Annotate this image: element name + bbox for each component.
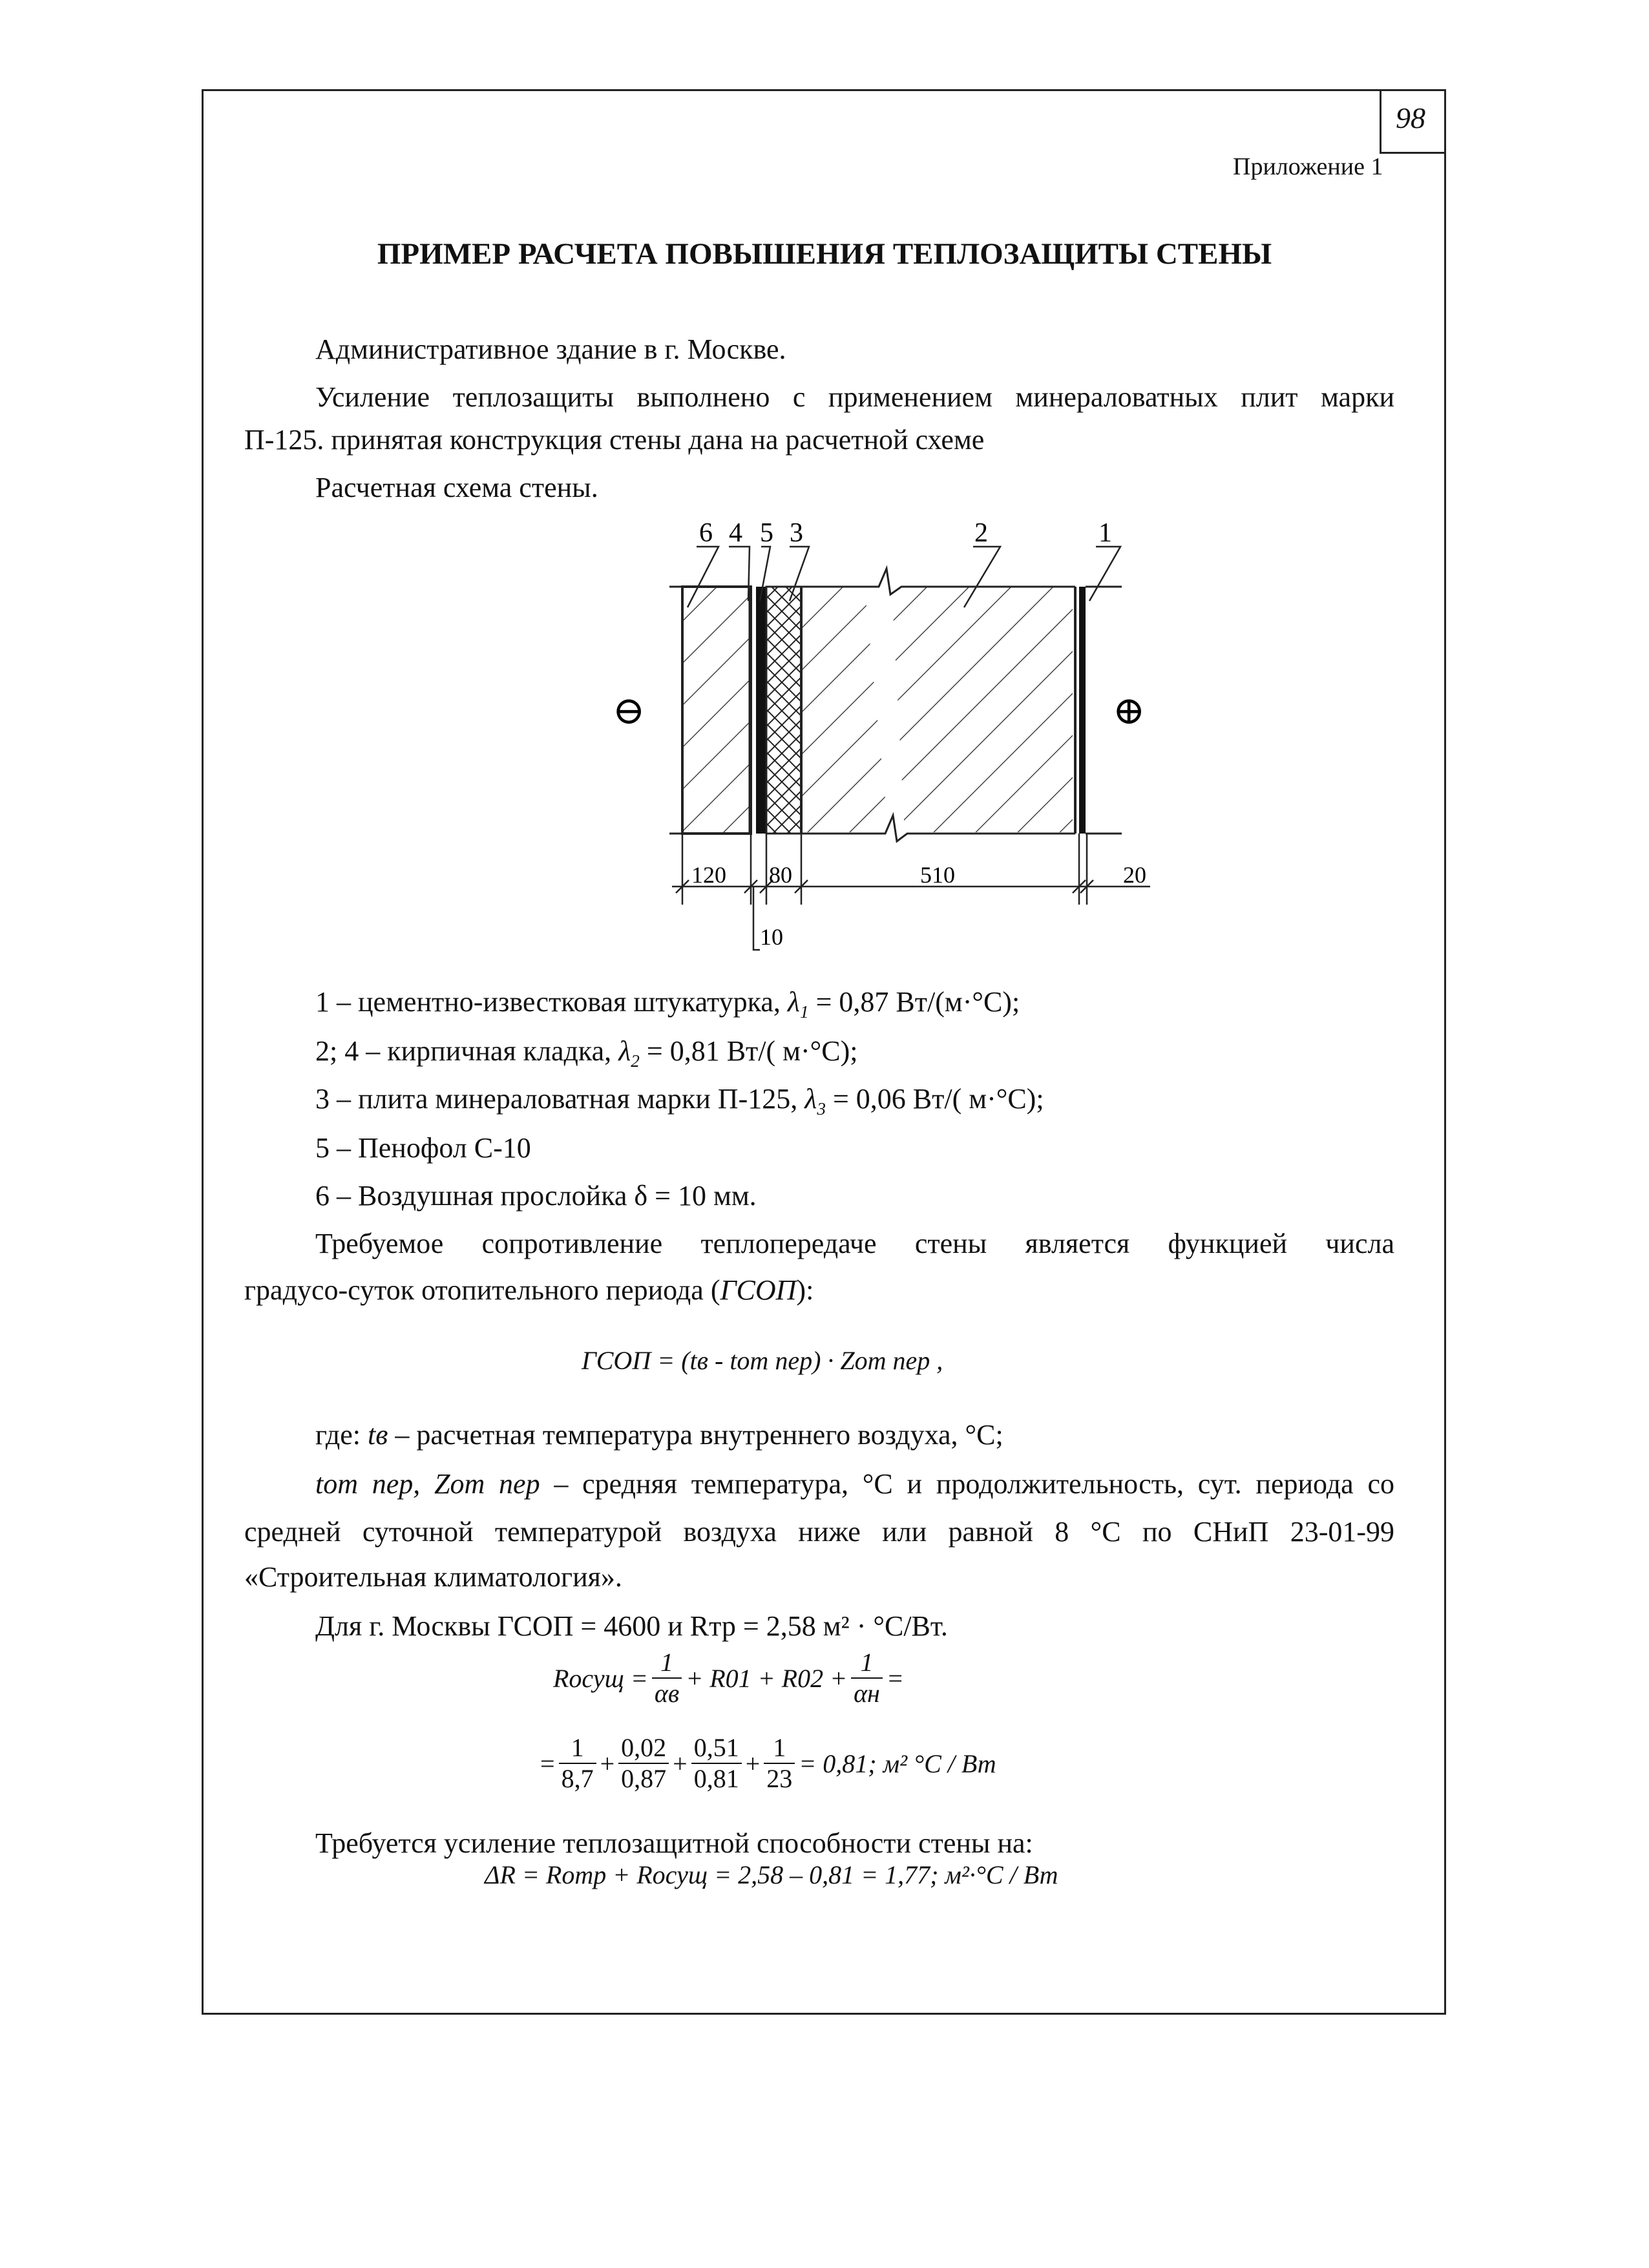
dim-510: 510 (920, 862, 955, 888)
layer-label-3: 3 (790, 518, 803, 548)
layer-3-mineral-wool (766, 587, 801, 834)
layer-5-penofol (756, 587, 766, 834)
fraction-1-8-7: $\frac{1}{8,7}$ (559, 1733, 596, 1794)
layer-1-plaster (1079, 587, 1086, 834)
layer-label-4: 4 (729, 518, 742, 548)
intro-paragraph-1: Административное здание в г. Москве. (315, 333, 786, 365)
wall-scheme-diagram (0, 0, 1649, 982)
layer-2-brick (801, 569, 1075, 841)
scheme-caption: Расчетная схема стены. (315, 472, 598, 503)
gsop-formula: ГСОП = (tв - tот пер) · Zот пер , (582, 1346, 943, 1375)
dim-80: 80 (769, 862, 792, 888)
dim-120: 120 (691, 862, 726, 888)
where-line-2: tот пер, Zот пер – средняя температура, °С и продолжительность, сут. периода со (315, 1468, 1394, 1500)
where-line-1: где: tв – расчетная температура внутреннего воздуха, °С; (315, 1419, 1003, 1451)
appendix-label: Приложение 1 (1233, 153, 1383, 180)
page-number: 98 (1396, 101, 1425, 134)
requirement-line-2: градусо-суток отопительного периода (ГСОП): (244, 1274, 814, 1306)
where-line-3: средней суточной температурой воздуха ниже или равной 8 °С по СНиП 23-01-99 (244, 1516, 1394, 1548)
legend-line-3: 3 – плита минераловатная марки П-125, $\lambda_3 = 0,06$ Вт/( м·°С); (315, 1083, 1044, 1118)
moscow-values: Для г. Москвы ГСОП = 4600 и Rтр = 2,58 м² · °С/Вт. (315, 1610, 948, 1642)
calc-line-1: Rосущ = $\frac{1}{\alpha в}$ + R01 + R02 + $\frac{1}{\alpha н}$ = (553, 1648, 904, 1708)
outside-minus-icon: ⊖ (613, 689, 646, 732)
fraction-0-51-0-81: $\frac{0,51}{0,81}$ (691, 1733, 742, 1794)
page-title: ПРИМЕР РАСЧЕТА ПОВЫШЕНИЯ ТЕПЛОЗАЩИТЫ СТЕНЫ (377, 237, 1272, 271)
layer-4-brick (682, 587, 751, 834)
legend-line-2: 2; 4 – кирпичная кладка, $\lambda_2 = 0,81$ Вт/( м·°С); (315, 1035, 858, 1071)
calc-line-2: = $\frac{1}{8,7}$ + $\frac{0,02}{0,87}$ + $\frac{0,51}{0,81}$ + $\frac{1}{23}$ = 0,81; м² °С / Вт (540, 1733, 996, 1793)
layer-label-2: 2 (974, 518, 988, 548)
intro-paragraph-2-second-line: П-125. принятая конструкция стены дана на расчетной схеме (244, 424, 985, 456)
inside-plus-icon: ⊕ (1113, 689, 1146, 732)
legend-line-5: 6 – Воздушная прослойка δ = 10 мм. (315, 1180, 757, 1212)
requirement-line-1: Требуемое сопротивление теплопередаче стены является функцией числа (315, 1228, 1394, 1259)
reinforcement-required: Требуется усиление теплозащитной способности стены на: (315, 1827, 1033, 1859)
dim-10: 10 (760, 924, 783, 950)
fraction-1-23: $\frac{1}{23}$ (764, 1733, 795, 1794)
layer-label-5: 5 (760, 518, 773, 548)
dim-20: 20 (1123, 862, 1146, 888)
delta-r-formula: ΔR = Rотр + Rосущ = 2,58 – 0,81 = 1,77; м²·°С / Вт (485, 1860, 1058, 1889)
fraction-1-over-alpha-v: $\frac{1}{\alpha в}$ (652, 1648, 682, 1708)
layer-label-6: 6 (699, 518, 713, 548)
layer-label-1: 1 (1098, 518, 1112, 548)
intro-paragraph-2-first-line: Усиление теплозащиты выполнено с применением минераловатных плит марки (315, 381, 1394, 413)
legend-line-1: 1 – цементно-известковая штукатурка, $\lambda_1 = 0,87$ Вт/(м·°С); (315, 986, 1020, 1022)
fraction-1-over-alpha-n: $\frac{1}{\alpha н}$ (851, 1648, 883, 1708)
legend-line-4: 5 – Пенофол С-10 (315, 1132, 531, 1164)
fraction-0-02-0-87: $\frac{0,02}{0,87}$ (618, 1733, 669, 1794)
where-line-4: «Строительная климатология». (244, 1561, 622, 1593)
